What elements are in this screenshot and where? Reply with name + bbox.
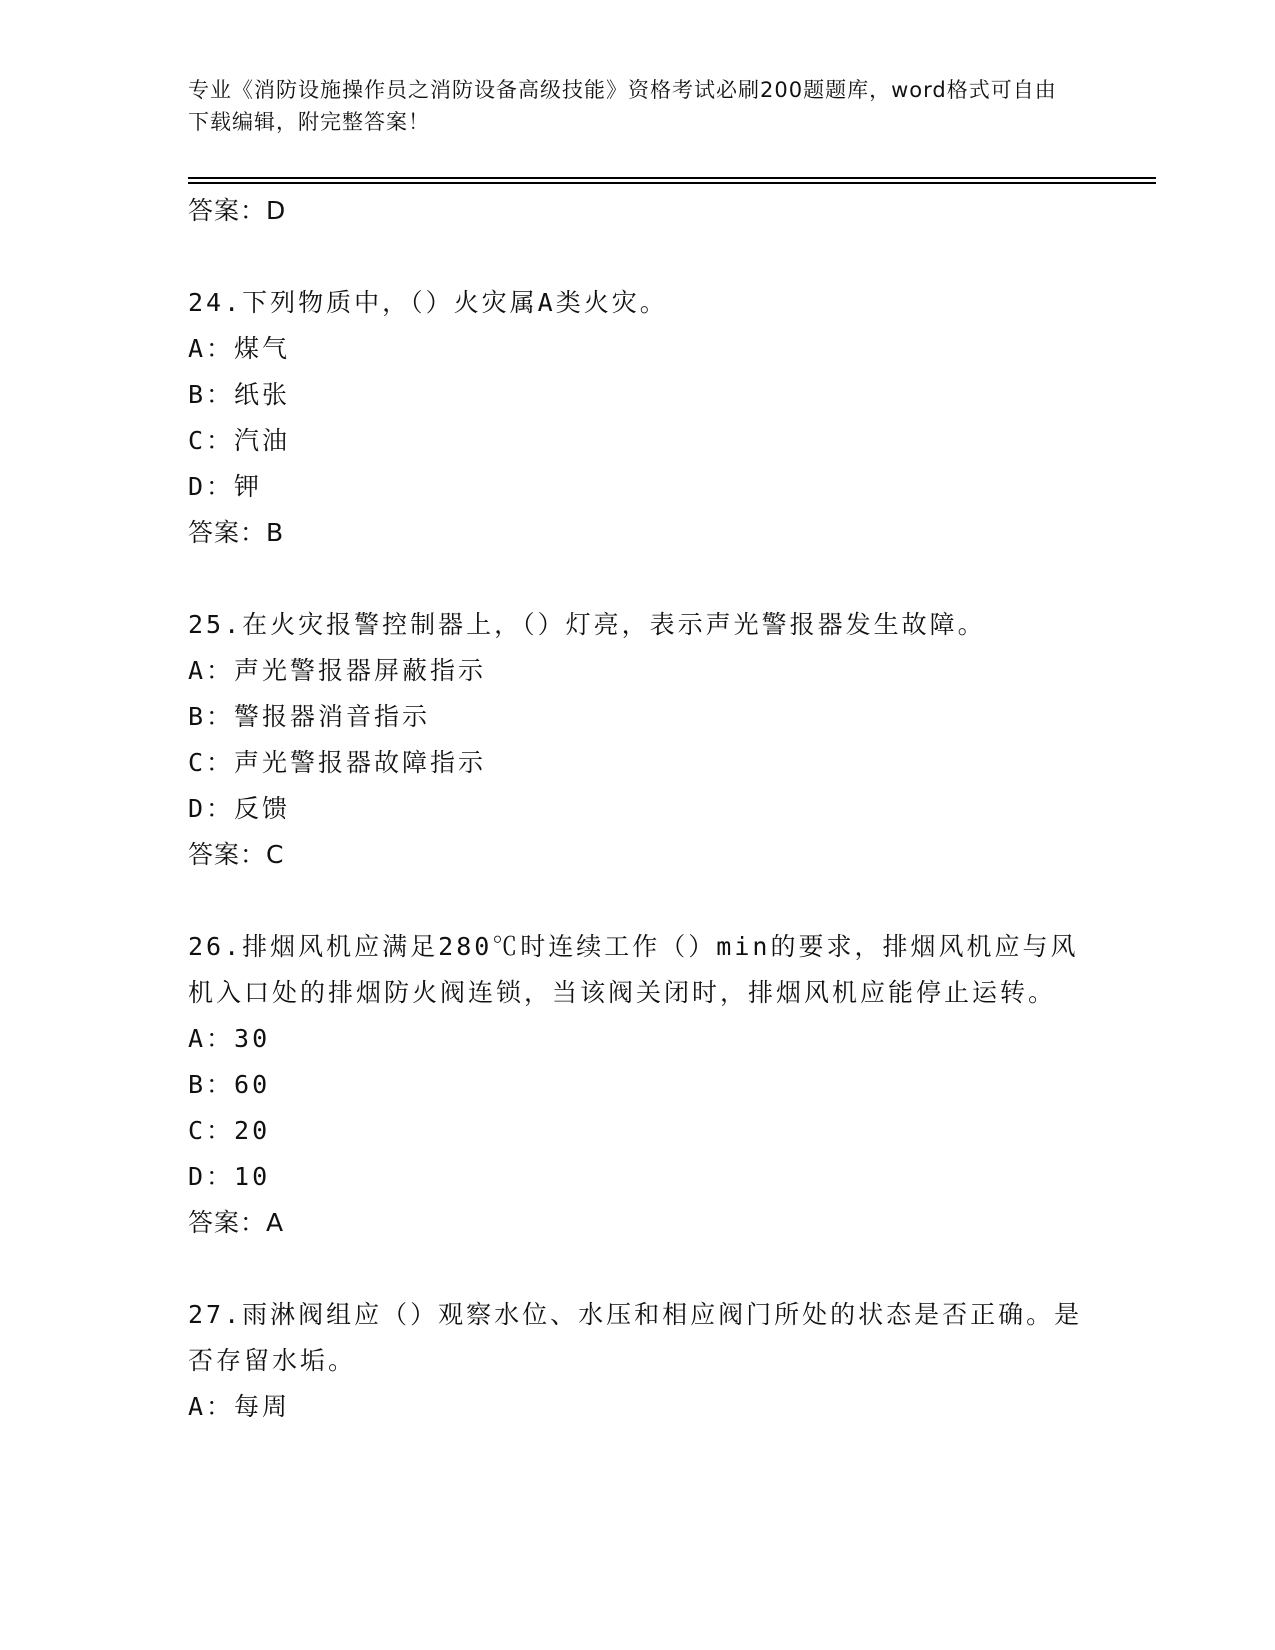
question-stem: 27.雨淋阀组应（）观察水位、水压和相应阀门所处的状态是否正确。是否存留水垢。 [188,1300,1083,1375]
option-d: D：10 [188,1162,271,1191]
option-a: A：30 [188,1024,271,1053]
option-a: A：每周 [188,1392,291,1421]
question-24 [188,280,1088,556]
option-b: B：60 [188,1070,271,1099]
option-a: A：声光警报器屏蔽指示 [188,656,487,685]
option-b: B：纸张 [188,380,291,409]
question-stem: 25.在火灾报警控制器上，（）灯亮，表示声光警报器发生故障。 [188,610,986,639]
header-rule-bottom [188,182,1156,184]
question-list [188,188,1088,1430]
question-stem: 26.排烟风机应满足280℃时连续工作（）min的要求，排烟风机应与风机入口处的排烟防火阀连锁，当该阀关闭时，排烟风机应能停止运转。 [188,932,1079,1007]
option-a: A：煤气 [188,334,291,363]
option-b: B：警报器消音指示 [188,702,431,731]
question-stem: 24.下列物质中，（）火灾属A类火灾。 [188,288,668,317]
question-answer: 答案：B [188,518,285,547]
option-c: C：声光警报器故障指示 [188,748,487,777]
option-d: D：反馈 [188,794,291,823]
option-c: C：20 [188,1116,271,1145]
previous-answer: 答案：D [188,196,287,225]
question-25 [188,602,1088,878]
question-answer: 答案：A [188,1208,285,1237]
option-c: C：汽油 [188,426,291,455]
document-header: 专业《消防设施操作员之消防设备高级技能》资格考试必刷200题题库，word格式可自由下载编辑，附完整答案！ [188,78,1057,134]
question-27 [188,1292,1088,1430]
header-rule-top [188,177,1156,179]
question-26 [188,924,1088,1246]
question-answer: 答案：C [188,840,285,869]
option-d: D：钾 [188,472,263,501]
